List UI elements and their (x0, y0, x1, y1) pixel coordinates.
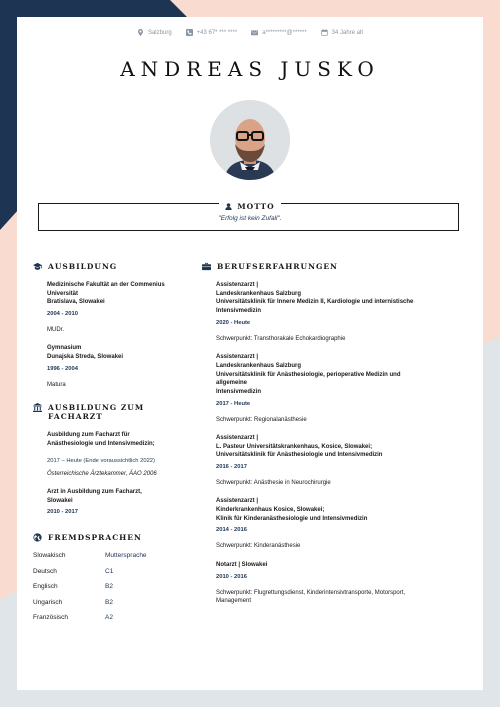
specialist-title-text: AUSBILDUNG ZUM FACHARZT (48, 403, 145, 422)
specialist-entry-title: Arzt in Ausbildung zum Facharzt, Slowakei (47, 488, 142, 504)
experience-entry-date: 2014 - 2016 (216, 527, 247, 534)
language-row (33, 599, 193, 606)
graduation-cap-icon (33, 262, 42, 271)
experience-entry-date: 2010 - 2016 (216, 573, 247, 580)
specialist-entry (33, 488, 193, 515)
experience-entry-title: Notarzt | Slowakei (216, 561, 268, 568)
phone-icon (186, 29, 193, 36)
experience-entry-desc: Schwerpunkt: Flugrettungsdienst, Kinderintensivtransporte, Motorsport, Management (216, 589, 406, 604)
language-row (33, 568, 193, 575)
contact-phone (186, 29, 238, 36)
person-name: ANDREAS JUSKO (120, 57, 380, 81)
languages-list (33, 552, 193, 621)
experience-entry-title: Assistenzarzt | Landeskrankenhaus Salzburg Universitätsklinik für Anästhesiologie, perioperative Medizin und allgemeine Intensivmedizin (216, 354, 401, 395)
language-row (33, 614, 193, 621)
specialist-title (33, 403, 193, 421)
education-entry-title: Gymnasium Dunajska Streda, Slowakei (47, 345, 124, 361)
map-pin-icon (137, 29, 144, 36)
language-row (33, 552, 193, 559)
language-level: Muttersprache (105, 552, 147, 560)
experience-entry (202, 353, 417, 424)
experience-entry (202, 561, 417, 605)
languages-title (33, 533, 193, 542)
language-name: Ungarisch (33, 598, 63, 606)
envelope-icon (251, 29, 258, 36)
education-title-text: AUSBILDUNG (48, 262, 118, 271)
globe-icon (33, 533, 42, 542)
right-column (202, 262, 417, 615)
language-name: Französisch (33, 614, 69, 622)
left-column (33, 262, 193, 630)
experience-entry-date: 2017 - Heute (216, 400, 251, 407)
experience-entry-date: 2016 - 2017 (216, 464, 247, 471)
language-name: Slowakisch (33, 552, 66, 560)
education-entry-desc: Matura (47, 381, 66, 388)
user-icon (225, 203, 232, 210)
briefcase-icon (202, 262, 211, 271)
experience-title-text: BERUFSERFAHRUNGEN (217, 262, 338, 271)
contact-location (137, 29, 172, 36)
language-level: C1 (105, 567, 114, 575)
experience-entry-desc: Schwerpunkt: Regionalanästhesie (216, 416, 307, 423)
experience-entry-title: Assistenzarzt | Kinderkrankenhaus Kosice, Slowakei; Klinik für Kinderanästhesiologie und Intensivmedizin (216, 498, 368, 522)
education-entry (33, 281, 193, 334)
experience-title (202, 262, 417, 271)
education-title (33, 262, 193, 271)
contact-email-text: a*********@****** (262, 29, 307, 36)
experience-entry (202, 434, 417, 487)
language-level: B2 (105, 598, 113, 606)
cv-page (17, 17, 483, 690)
experience-entry-date: 2020 - Heute (216, 319, 251, 326)
languages-title-text: FREMDSPRACHEN (48, 533, 142, 543)
specialist-entry-desc: Österreichische Ärztekammer, ÄAO 2006 (47, 470, 157, 477)
education-entry-desc: MUDr. (47, 327, 64, 334)
language-level: A2 (105, 614, 113, 622)
specialist-entry-date: 2010 - 2017 (47, 509, 78, 516)
experience-entry-desc: Schwerpunkt: Kinderanästhesie (216, 543, 301, 550)
contact-phone-text: +43 67* *** **** (196, 29, 238, 36)
language-row (33, 583, 193, 590)
education-entry-date: 2004 - 2010 (47, 311, 78, 318)
contact-email (251, 29, 306, 36)
specialist-entry-date: 2017 – Heute (Ende voraussichtlich 2022) (47, 457, 155, 464)
education-entry-title: Medizinische Fakultät an der Commenius Universität Bratislava, Slowakei (47, 282, 165, 306)
education-entry-date: 1996 - 2004 (47, 365, 78, 372)
language-level: B2 (105, 583, 113, 591)
profile-photo (210, 100, 290, 180)
institution-icon (33, 403, 42, 412)
language-name: Deutsch (33, 567, 57, 575)
experience-entry (202, 497, 417, 550)
motto-header (17, 197, 483, 215)
education-entry (33, 344, 193, 389)
contact-age-text: 34 Jahre alt (331, 29, 364, 36)
calendar-icon (321, 29, 328, 36)
contact-bar (17, 29, 483, 36)
experience-entry-title: Assistenzarzt | Landeskrankenhaus Salzburg Universitätsklinik für Innere Medizin II, Kardiologie und internistische Intensivmedizin (216, 282, 414, 315)
contact-location-text: Salzburg (147, 29, 172, 36)
experience-entry (202, 281, 417, 343)
language-name: Englisch (33, 583, 58, 591)
experience-entry-title: Assistenzarzt | L. Pasteur Universitätskrankenhaus, Kosice, Slowakei; Universitätsklinik für Anästhesiologie und Intensivmedizin (216, 434, 383, 459)
experience-entry-desc: Schwerpunkt: Transthorakale Echokardiographie (216, 335, 346, 342)
contact-age (321, 29, 363, 36)
motto-text: "Erfolg ist kein Zufall". (218, 215, 282, 222)
motto-label: MOTTO (237, 202, 275, 211)
experience-entry-desc: Schwerpunkt: Anästhesie in Neurochirurgie (216, 480, 331, 487)
specialist-entry (33, 431, 193, 478)
specialist-entry-title: Ausbildung zum Facharzt für Anästhesiologie und Intensivmedizin; (47, 432, 155, 447)
